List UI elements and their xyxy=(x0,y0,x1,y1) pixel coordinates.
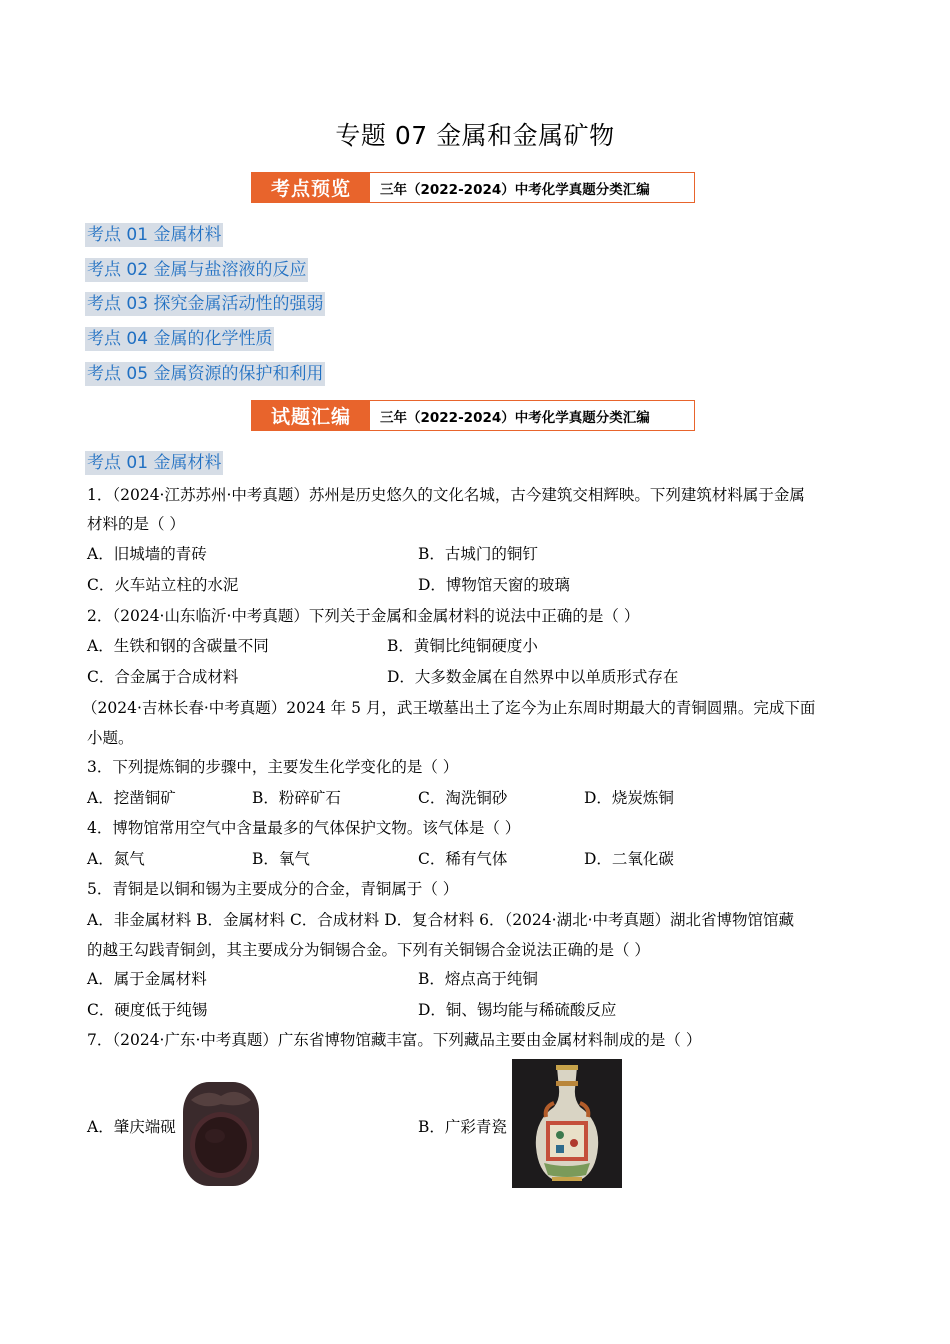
q1-option-d: D．博物馆天窗的玻璃 xyxy=(418,576,570,594)
q7-stem: 7．（2024·广东·中考真题）广东省博物馆藏丰富。下列藏品主要由金属材料制成的是（ ） xyxy=(87,1031,702,1049)
q6-option-c: C．硬度低于纯锡 xyxy=(87,1001,208,1019)
toc-item-3[interactable]: 考点 03 探究金属活动性的强弱 xyxy=(87,294,324,314)
page-title: 专题 07 金属和金属矿物 xyxy=(335,121,615,150)
q3-option-c: C．淘洗铜砂 xyxy=(418,789,508,807)
q5-options-line: A．非金属材料 B．金属材料 C．合成材料 D．复合材料 6．（2024·湖北·中考真题）湖北省博物馆馆藏 xyxy=(87,911,794,929)
q4-option-a: A．氮气 xyxy=(87,850,145,868)
q3-option-a: A．挖凿铜矿 xyxy=(87,789,176,807)
q6-stem-line2: 的越王勾践青铜剑，其主要成分为铜锡合金。下列有关铜锡合金说法正确的是（ ） xyxy=(87,941,650,959)
q6-option-a: A．属于金属材料 xyxy=(87,970,207,988)
banner-exercises xyxy=(251,400,695,431)
banner-preview-text: 三年（2022-2024）中考化学真题分类汇编 xyxy=(380,181,650,198)
q2-option-a: A．生铁和钢的含碳量不同 xyxy=(87,637,269,655)
banner-preview xyxy=(251,172,695,203)
vase-image xyxy=(512,1059,622,1188)
section-heading: 考点 01 金属材料 xyxy=(87,453,222,473)
q1-stem-line2: 材料的是（ ） xyxy=(87,515,185,533)
q1-stem-line1: 1．（2024·江苏苏州·中考真题）苏州是历史悠久的文化名城，古今建筑交相辉映。下列建筑材料属于金属 xyxy=(87,486,805,504)
q7-option-a: A．肇庆端砚 xyxy=(87,1118,176,1136)
q6-option-b: B．熔点高于纯铜 xyxy=(418,970,538,988)
q2-option-b: B．黄铜比纯铜硬度小 xyxy=(387,637,538,655)
toc-item-1[interactable]: 考点 01 金属材料 xyxy=(87,225,222,245)
banner-exercises-text: 三年（2022-2024）中考化学真题分类汇编 xyxy=(380,409,650,426)
intro-line1: （2024·吉林长春·中考真题）2024 年 5 月，武王墩墓出土了迄今为止东周时期最大的青铜圆鼎。完成下面 xyxy=(82,699,816,717)
q6-option-d: D．铜、锡均能与稀硫酸反应 xyxy=(418,1001,617,1019)
q3-option-d: D．烧炭炼铜 xyxy=(584,789,674,807)
intro-line2: 小题。 xyxy=(87,729,134,747)
q1-option-b: B．古城门的铜钉 xyxy=(418,545,538,563)
toc-item-4[interactable]: 考点 04 金属的化学性质 xyxy=(87,329,273,349)
q4-option-b: B．氧气 xyxy=(252,850,310,868)
q1-option-a: A．旧城墙的青砖 xyxy=(87,545,207,563)
q4-stem: 4．博物馆常用空气中含量最多的气体保护文物。该气体是（ ） xyxy=(87,819,521,837)
q3-option-b: B．粉碎矿石 xyxy=(252,789,341,807)
q1-option-c: C．火车站立柱的水泥 xyxy=(87,576,239,594)
inkstone-image xyxy=(181,1080,261,1188)
toc-item-2[interactable]: 考点 02 金属与盐溶液的反应 xyxy=(87,260,307,280)
banner-preview-tag: 考点预览 xyxy=(252,173,370,202)
q5-stem: 5．青铜是以铜和锡为主要成分的合金，青铜属于（ ） xyxy=(87,880,459,898)
q2-option-c: C．合金属于合成材料 xyxy=(87,668,239,686)
q4-option-d: D．二氧化碳 xyxy=(584,850,674,868)
q2-option-d: D．大多数金属在自然界中以单质形式存在 xyxy=(387,668,679,686)
toc-item-5[interactable]: 考点 05 金属资源的保护和利用 xyxy=(87,364,324,384)
q7-option-b: B．广彩青瓷 xyxy=(418,1118,507,1136)
q4-option-c: C．稀有气体 xyxy=(418,850,508,868)
banner-exercises-tag: 试题汇编 xyxy=(252,401,370,430)
q3-stem: 3．下列提炼铜的步骤中，主要发生化学变化的是（ ） xyxy=(87,758,459,776)
q2-stem: 2．（2024·山东临沂·中考真题）下列关于金属和金属材料的说法中正确的是（ ） xyxy=(87,607,640,625)
